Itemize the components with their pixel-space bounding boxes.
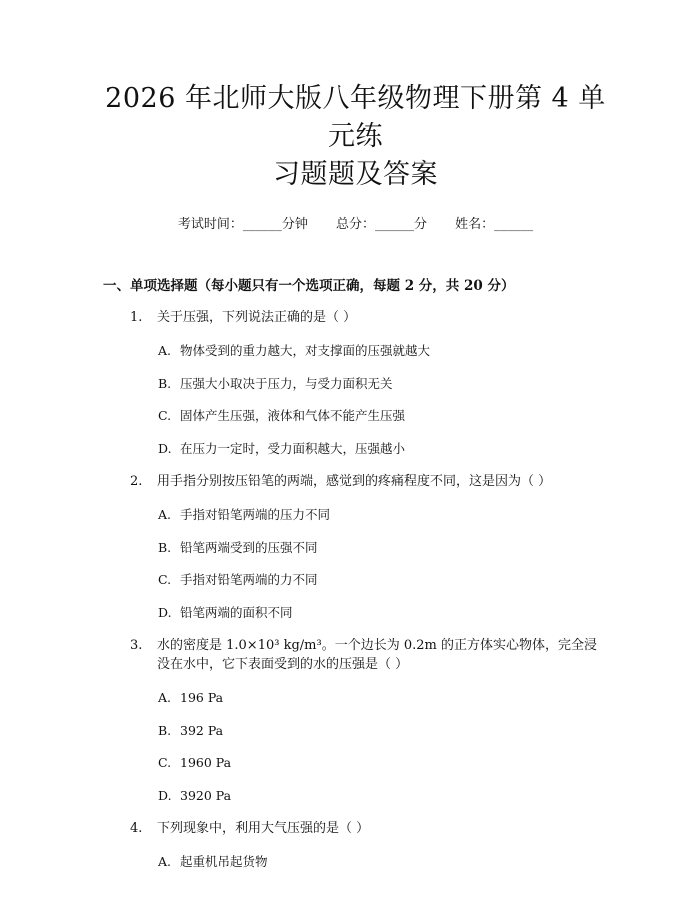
option-text: 手指对铅笔两端的力不同 <box>180 572 318 587</box>
question-number: 4. <box>130 821 143 836</box>
option-c <box>158 407 608 424</box>
question-number: 3. <box>130 638 143 653</box>
question-stem <box>103 472 608 491</box>
exam-time-field: 考试时间：______分钟 <box>177 217 308 232</box>
question-stem <box>103 308 608 327</box>
option-text: 起重机吊起货物 <box>180 854 268 869</box>
question-number: 1. <box>130 310 143 325</box>
option-text: 压强大小取决于压力，与受力面积无关 <box>180 375 393 391</box>
option-letter: A. <box>158 507 172 522</box>
option-letter: B. <box>158 375 172 391</box>
option-list <box>103 342 608 457</box>
title-line-1: 2026 年北师大版八年级物理下册第 4 单元练 <box>105 83 606 152</box>
option-letter: A. <box>158 343 172 358</box>
option-a <box>158 689 608 706</box>
option-text: 手指对铅笔两端的压力不同 <box>180 507 331 522</box>
question-number: 2. <box>130 474 143 489</box>
section-heading: 一、单项选择题（每小题只有一个选项正确，每题 2 分，共 20 分） <box>103 278 515 294</box>
option-letter: C. <box>158 408 172 423</box>
title-line-2: 习题题及答案 <box>273 159 438 190</box>
option-text: 392 Pa <box>180 722 224 738</box>
option-a <box>158 342 608 359</box>
option-letter: D. <box>158 604 172 620</box>
option-d <box>158 787 608 804</box>
question-stem <box>103 636 608 674</box>
question-text: 水的密度是 1.0×10³ kg/m³。一个边长为 0.2m 的正方体实心物体，完全浸没在水中，它下表面受到的水的压强是（ ） <box>157 638 597 672</box>
option-text: 固体产生压强，液体和气体不能产生压强 <box>180 408 406 423</box>
total-score-field: 总分：______分 <box>335 217 427 232</box>
option-text: 1960 Pa <box>180 755 232 770</box>
exam-meta <box>103 216 608 234</box>
option-d <box>158 604 608 621</box>
option-letter: C. <box>158 572 172 587</box>
question-text: 关于压强，下列说法正确的是（ ） <box>157 310 357 325</box>
option-list <box>103 853 608 870</box>
option-a <box>158 506 608 523</box>
option-c <box>158 571 608 588</box>
option-letter: C. <box>158 755 172 770</box>
question-stem <box>103 819 608 838</box>
question-text: 下列现象中，利用大气压强的是（ ） <box>157 821 370 836</box>
option-b <box>158 539 608 556</box>
document-title <box>103 0 608 194</box>
question-text: 用手指分别按压铅笔的两端，感觉到的疼痛程度不同，这是因为（ ） <box>157 474 552 489</box>
option-letter: D. <box>158 440 172 456</box>
option-letter: B. <box>158 539 172 555</box>
option-text: 铅笔两端的面积不同 <box>180 604 293 620</box>
option-text: 物体受到的重力越大，对支撑面的压强就越大 <box>180 343 431 358</box>
option-b <box>158 375 608 392</box>
question-3 <box>103 636 608 804</box>
question-2 <box>103 472 608 621</box>
option-text: 196 Pa <box>180 690 224 705</box>
option-c <box>158 754 608 771</box>
question-1 <box>103 308 608 457</box>
option-b <box>158 722 608 739</box>
option-a <box>158 853 608 870</box>
option-letter: D. <box>158 787 172 803</box>
option-letter: A. <box>158 690 172 705</box>
question-list <box>103 308 608 870</box>
student-name-field: 姓名：______ <box>455 217 534 232</box>
option-text: 3920 Pa <box>180 787 232 803</box>
option-list <box>103 689 608 804</box>
option-letter: A. <box>158 854 172 869</box>
question-4 <box>103 819 608 870</box>
option-letter: B. <box>158 722 172 738</box>
option-list <box>103 506 608 621</box>
option-text: 铅笔两端受到的压强不同 <box>180 539 318 555</box>
option-d <box>158 440 608 457</box>
option-text: 在压力一定时，受力面积越大，压强越小 <box>180 440 406 456</box>
